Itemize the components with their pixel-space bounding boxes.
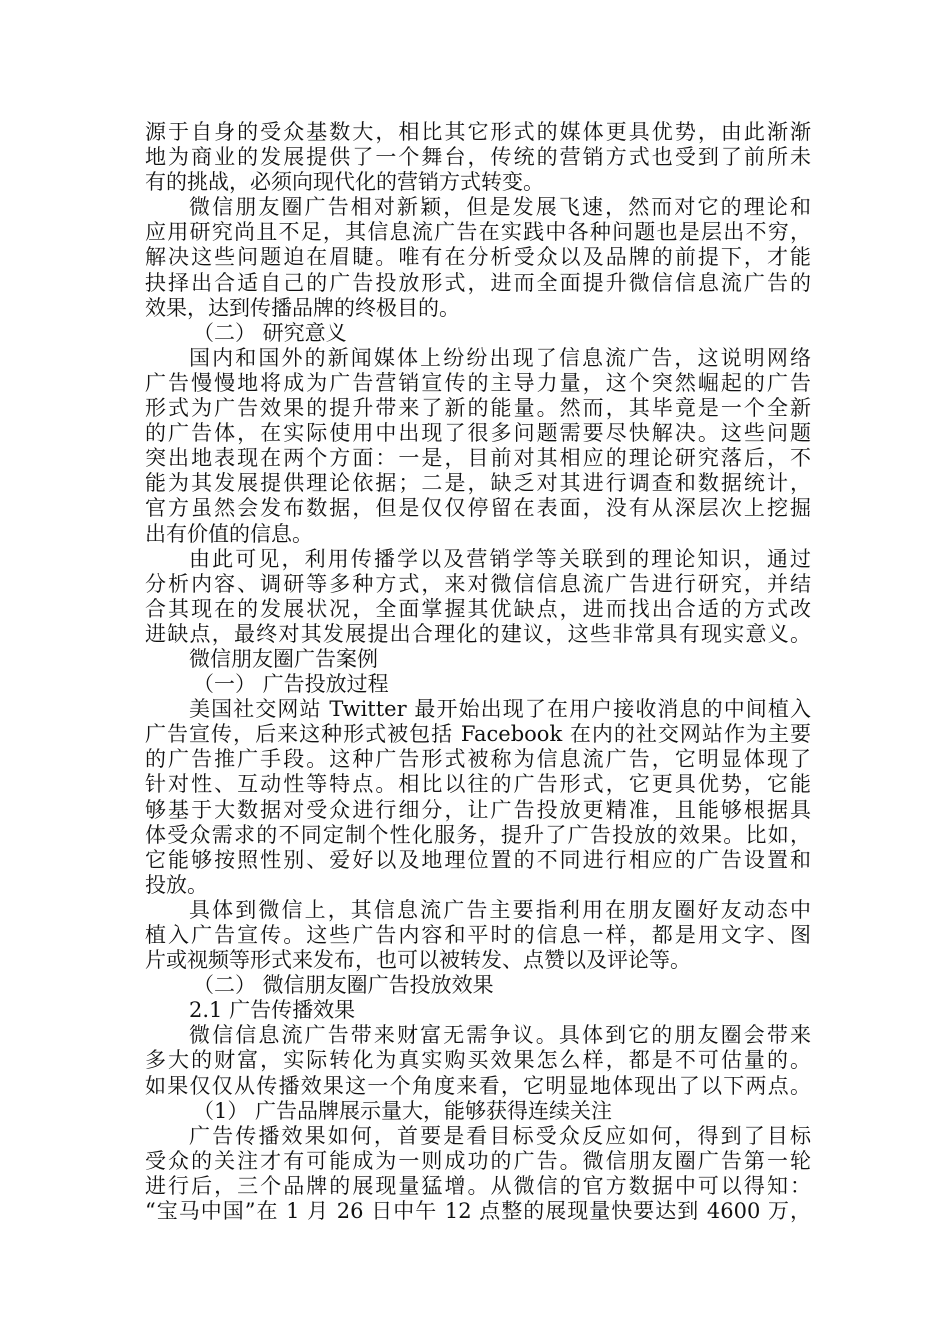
- subsection-heading: （1） 广告品牌展示量大，能够获得连续关注: [193, 1098, 613, 1123]
- body-text-line: 片或视频等形式来发布，也可以被转发、点赞以及评论等。: [145, 948, 691, 973]
- body-text-line: 解决这些问题迫在眉睫。唯有在分析受众以及品牌的前提下，才能: [145, 245, 811, 270]
- body-text-line: 应用研究尚且不足，其信息流广告在实践中各种问题也是层出不穷，: [145, 220, 811, 245]
- body-text-line: 合其现在的发展状况，全面掌握其优缺点，进而找出合适的方式改: [145, 596, 811, 621]
- body-text-line: 体受众需求的不同定制个性化服务，提升了广告投放的效果。比如，: [145, 822, 811, 847]
- body-text-line: 官方虽然会发布数据，但是仅仅停留在表面，没有从深层次上挖掘: [145, 496, 811, 521]
- body-text-line: 的广告推广手段。这种广告形式被称为信息流广告，它明显体现了: [145, 747, 811, 772]
- body-text-line: 的广告体，在实际使用中出现了很多问题需要尽快解决。这些问题: [145, 421, 811, 446]
- body-text-line: 植入广告宣传。这些广告内容和平时的信息一样，都是用文字、图: [145, 923, 811, 947]
- body-text-line: 出有价值的信息。: [145, 521, 313, 546]
- body-text-line: 效果，达到传播品牌的终极目的。: [145, 295, 460, 320]
- body-text-line: 能为其发展提供理论依据；二是，缺乏对其进行调查和数据统计，: [145, 471, 811, 496]
- paragraph-first-line: 国内和国外的新闻媒体上纷纷出现了信息流广告，这说明网络: [189, 345, 811, 370]
- body-text-line: 它能够按照性别、爱好以及地理位置的不同进行相应的广告设置和: [145, 847, 811, 872]
- paragraph-first-line: 微信朋友圈广告相对新颖，但是发展飞速，然而对它的理论和: [189, 195, 811, 220]
- body-text-line: 突出地表现在两个方面：一是，目前对其相应的理论研究落后，不: [145, 446, 811, 471]
- body-text-line: 进行后，三个品牌的展现量猛增。从微信的官方数据中可以得知：: [145, 1173, 811, 1198]
- body-text-line: 受众的关注才有可能成为一则成功的广告。微信朋友圈广告第一轮: [145, 1148, 811, 1173]
- body-text-line: 源于自身的受众基数大，相比其它形式的媒体更具优势，由此渐渐: [145, 120, 811, 144]
- section-heading: 微信朋友圈广告案例: [189, 646, 378, 671]
- body-text-line: 有的挑战，必须向现代化的营销方式转变。: [145, 170, 544, 195]
- body-text-line: 多大的财富，实际转化为真实购买效果怎么样，都是不可估量的。: [145, 1048, 811, 1073]
- body-text-line: 广告慢慢地将成为广告营销宣传的主导力量，这个突然崛起的广告: [145, 370, 811, 395]
- paragraph-first-line: 具体到微信上，其信息流广告主要指利用在朋友圈好友动态中: [189, 897, 811, 922]
- body-text-line: 广告宣传，后来这种形式被包括 Facebook 在内的社交网站作为主要: [145, 722, 811, 747]
- section-heading: 2.1 广告传播效果: [189, 998, 356, 1023]
- body-text-line: 针对性、互动性等特点。相比以往的广告形式，它更具优势，它能: [145, 772, 811, 797]
- subsection-heading: （二） 微信朋友圈广告投放效果: [193, 973, 494, 998]
- body-text-line: 如果仅仅从传播效果这一个角度来看，它明显地体现出了以下两点。: [145, 1073, 811, 1098]
- body-text-line: “宝马中国”在 1 月 26 日中午 12 点整的展现量快要达到 4600 万，: [145, 1199, 811, 1224]
- paragraph-first-line: 由此可见，利用传播学以及营销学等关联到的理论知识，通过: [189, 546, 811, 571]
- paragraph-first-line: 广告传播效果如何，首要是看目标受众反应如何，得到了目标: [189, 1123, 811, 1148]
- body-text-line: 地为商业的发展提供了一个舞台，传统的营销方式也受到了前所未: [145, 145, 811, 170]
- body-text-line: 分析内容、调研等多种方式，来对微信信息流广告进行研究，并结: [145, 571, 811, 596]
- body-text-line: 进缺点，最终对其发展提出合理化的建议，这些非常具有现实意义。: [145, 621, 811, 646]
- subsection-heading: （一） 广告投放过程: [193, 672, 389, 697]
- subsection-heading: （二） 研究意义: [193, 320, 347, 345]
- body-text-line: 抉择出合适自己的广告投放形式，进而全面提升微信信息流广告的: [145, 270, 811, 295]
- body-text-line: 投放。: [145, 872, 208, 897]
- paragraph-first-line: 美国社交网站 Twitter 最开始出现了在用户接收消息的中间植入: [189, 697, 811, 722]
- paragraph-first-line: 微信信息流广告带来财富无需争议。具体到它的朋友圈会带来: [189, 1023, 811, 1048]
- body-text-line: 够基于大数据对受众进行细分，让广告投放更精准，且能够根据具: [145, 797, 811, 822]
- document-body: [145, 120, 811, 1224]
- body-text-line: 形式为广告效果的提升带来了新的能量。然而，其毕竟是一个全新: [145, 396, 811, 421]
